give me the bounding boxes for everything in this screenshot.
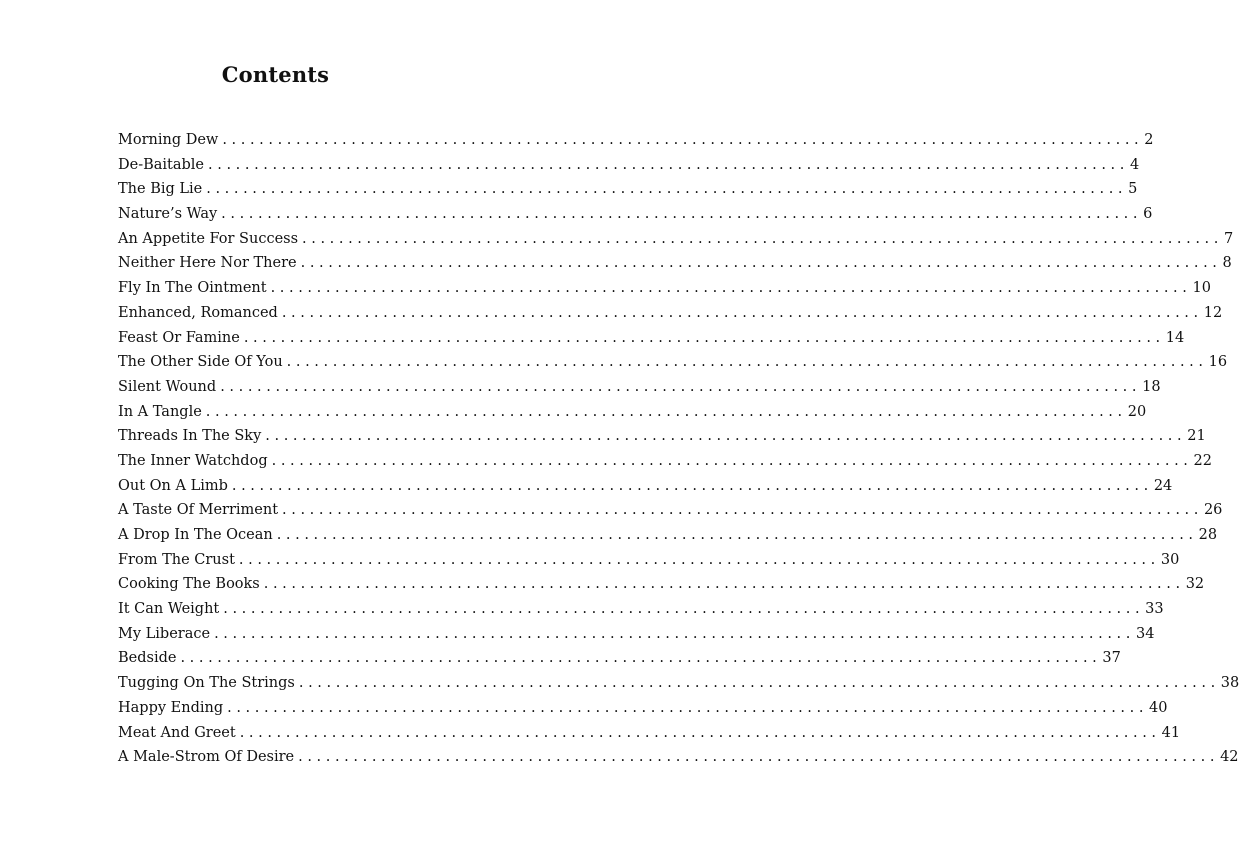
- toc-entry: [118, 474, 1173, 499]
- toc-entry-title: A Male-Strom Of Desire: [118, 749, 295, 766]
- toc-entry: [118, 449, 1212, 474]
- toc-entry-page-number: 26: [1203, 502, 1223, 519]
- dot-leader: ....................................................................................................: [222, 132, 1144, 148]
- toc-entry-title: Happy Ending: [118, 699, 224, 716]
- toc-entry: [118, 597, 1164, 622]
- toc-entry-page-number: 22: [1193, 452, 1212, 469]
- toc-entry-page-number: 7: [1223, 230, 1234, 247]
- toc-entry: [118, 498, 1223, 523]
- toc-entry-title: Silent Wound: [118, 378, 217, 395]
- dot-leader: ....................................................................................................: [263, 576, 1185, 593]
- dot-leader: ....................................................................................................: [221, 206, 1143, 223]
- toc-entry-title: Feast Or Famine: [118, 329, 240, 346]
- dot-leader: ....................................................................................................: [286, 354, 1208, 371]
- toc-entry-title: Neither Here Nor There: [118, 255, 297, 272]
- toc-entry-title: De-Baitable: [118, 156, 205, 173]
- dot-leader: ....................................................................................................: [223, 601, 1145, 618]
- toc-entry: [118, 128, 1154, 153]
- toc-entry-title: The Inner Watchdog: [118, 452, 268, 469]
- table-of-contents: [118, 128, 1239, 770]
- toc-entry-title: The Other Side Of You: [118, 354, 283, 371]
- toc-entry-title: Morning Dew: [118, 132, 219, 148]
- dot-leader: ....................................................................................................: [227, 699, 1149, 716]
- toc-entry-page-number: 6: [1143, 206, 1153, 223]
- toc-entry-title: From The Crust: [118, 551, 235, 568]
- toc-entry: [118, 424, 1206, 449]
- toc-entry-page-number: 30: [1160, 551, 1180, 568]
- toc-entry-page-number: 12: [1203, 304, 1223, 321]
- dot-leader: ....................................................................................................: [205, 403, 1127, 420]
- toc-entry: [118, 548, 1180, 573]
- dot-leader: ....................................................................................................: [208, 156, 1129, 173]
- toc-entry-page-number: 24: [1153, 477, 1173, 494]
- dot-leader: ....................................................................................................: [220, 378, 1142, 395]
- toc-entry-page-number: 33: [1145, 601, 1164, 618]
- toc-entry: [118, 153, 1140, 178]
- toc-entry-page-number: 28: [1198, 527, 1218, 543]
- toc-entry-page-number: 14: [1165, 329, 1185, 346]
- toc-entry-page-number: 32: [1185, 576, 1205, 593]
- toc-entry-page-number: 2: [1144, 132, 1154, 148]
- toc-entry-page-number: 40: [1149, 699, 1168, 716]
- toc-entry-page-number: 21: [1187, 428, 1206, 445]
- dot-leader: ....................................................................................................: [270, 280, 1192, 297]
- dot-leader: ....................................................................................................: [271, 452, 1193, 469]
- toc-entry-page-number: 37: [1102, 650, 1121, 667]
- toc-entry-page-number: 4: [1129, 156, 1140, 173]
- toc-entry-page-number: 8: [1222, 255, 1232, 272]
- toc-entry: [118, 301, 1223, 326]
- toc-entry-page-number: 16: [1208, 354, 1228, 371]
- toc-entry: [118, 721, 1181, 746]
- toc-entry: [118, 251, 1232, 276]
- toc-entry-title: Threads In The Sky: [118, 428, 262, 445]
- toc-entry: [118, 523, 1218, 548]
- toc-entry: [118, 572, 1205, 597]
- dot-leader: ....................................................................................................: [300, 255, 1222, 272]
- toc-entry-title: A Drop In The Ocean: [118, 527, 273, 543]
- toc-entry: [118, 400, 1147, 425]
- toc-entry: [118, 646, 1121, 671]
- dot-leader: ....................................................................................................: [276, 527, 1198, 543]
- toc-entry-title: Fly In The Ointment: [118, 280, 267, 297]
- toc-entry: [118, 671, 1239, 696]
- dot-leader: ....................................................................................................: [298, 749, 1220, 766]
- toc-entry: [118, 326, 1185, 351]
- toc-entry-title: The Big Lie: [118, 181, 203, 198]
- toc-entry: [118, 622, 1155, 647]
- dot-leader: ....................................................................................................: [214, 625, 1135, 642]
- toc-entry: [118, 227, 1234, 252]
- toc-entry-title: It Can Weight: [118, 601, 220, 618]
- toc-entry-page-number: 41: [1161, 724, 1181, 741]
- toc-entry-page-number: 34: [1135, 625, 1155, 642]
- toc-entry-page-number: 38: [1220, 675, 1239, 692]
- toc-entry-title: Nature’s Way: [118, 206, 218, 223]
- toc-entry: [118, 276, 1211, 301]
- toc-entry-title: My Liberace: [118, 625, 211, 642]
- toc-entry-page-number: 18: [1142, 378, 1161, 395]
- dot-leader: ....................................................................................................: [239, 724, 1161, 741]
- toc-entry-title: In A Tangle: [118, 403, 202, 420]
- toc-entry-title: Cooking The Books: [118, 576, 260, 593]
- dot-leader: ....................................................................................................: [180, 650, 1102, 667]
- toc-entry: [118, 745, 1239, 770]
- toc-entry-title: A Taste Of Merriment: [118, 502, 279, 519]
- page-title: Contents: [221, 62, 330, 87]
- dot-leader: ....................................................................................................: [243, 329, 1165, 346]
- toc-entry-page-number: 42: [1220, 749, 1239, 766]
- dot-leader: ....................................................................................................: [282, 502, 1203, 519]
- toc-entry-title: Bedside: [118, 650, 177, 667]
- toc-entry-title: Enhanced, Romanced: [118, 304, 278, 321]
- dot-leader: ....................................................................................................: [231, 477, 1153, 494]
- toc-entry-page-number: 10: [1192, 280, 1211, 297]
- toc-entry: [118, 177, 1138, 202]
- toc-entry: [118, 202, 1153, 227]
- dot-leader: ....................................................................................................: [281, 304, 1203, 321]
- toc-entry-title: Out On A Limb: [118, 477, 228, 494]
- toc-entry-title: Tugging On The Strings: [118, 675, 295, 692]
- dot-leader: ....................................................................................................: [238, 551, 1160, 568]
- toc-entry-title: Meat And Greet: [118, 724, 236, 741]
- toc-entry-page-number: 20: [1127, 403, 1147, 420]
- toc-entry-title: An Appetite For Success: [118, 230, 299, 247]
- toc-entry: [118, 696, 1168, 721]
- toc-entry: [118, 350, 1228, 375]
- toc-entry: [118, 375, 1161, 400]
- dot-leader: ....................................................................................................: [206, 181, 1128, 198]
- dot-leader: ....................................................................................................: [298, 675, 1220, 692]
- toc-entry-page-number: 5: [1128, 181, 1138, 198]
- dot-leader: ....................................................................................................: [302, 230, 1223, 247]
- dot-leader: ....................................................................................................: [265, 428, 1187, 445]
